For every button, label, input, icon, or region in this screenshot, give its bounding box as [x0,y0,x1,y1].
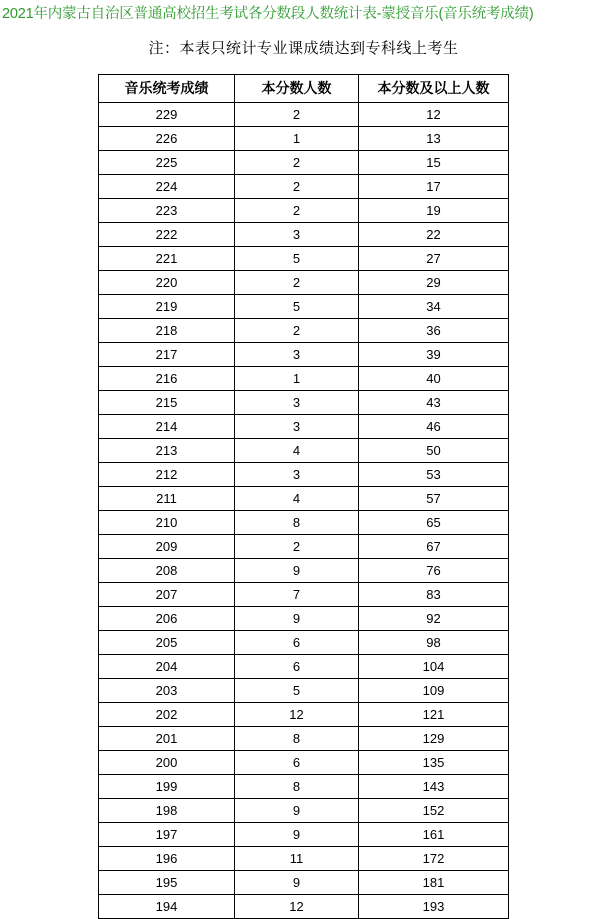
table-row [99,271,509,295]
cell-cumulative: 17 [359,175,509,199]
table-row [99,223,509,247]
cell-score: 219 [99,295,235,319]
cell-count: 3 [235,415,359,439]
cell-cumulative: 57 [359,487,509,511]
table-row [99,295,509,319]
cell-score: 218 [99,319,235,343]
table-row [99,655,509,679]
cell-count: 9 [235,559,359,583]
cell-score: 196 [99,847,235,871]
table-row [99,511,509,535]
cell-cumulative: 104 [359,655,509,679]
cell-score: 205 [99,631,235,655]
cell-score: 214 [99,415,235,439]
cell-score: 212 [99,463,235,487]
table-row [99,727,509,751]
cell-cumulative: 12 [359,103,509,127]
table-row [99,679,509,703]
cell-cumulative: 19 [359,199,509,223]
cell-cumulative: 121 [359,703,509,727]
cell-score: 211 [99,487,235,511]
column-header-score: 音乐统考成绩 [99,75,235,103]
cell-score: 207 [99,583,235,607]
table-row [99,151,509,175]
cell-cumulative: 152 [359,799,509,823]
cell-score: 224 [99,175,235,199]
cell-cumulative: 181 [359,871,509,895]
cell-count: 3 [235,343,359,367]
cell-cumulative: 92 [359,607,509,631]
cell-count: 12 [235,703,359,727]
cell-cumulative: 109 [359,679,509,703]
table-row [99,103,509,127]
cell-count: 2 [235,319,359,343]
cell-cumulative: 22 [359,223,509,247]
cell-score: 229 [99,103,235,127]
cell-cumulative: 135 [359,751,509,775]
cell-count: 6 [235,631,359,655]
cell-cumulative: 39 [359,343,509,367]
cell-cumulative: 27 [359,247,509,271]
cell-score: 220 [99,271,235,295]
cell-count: 1 [235,127,359,151]
cell-count: 1 [235,367,359,391]
cell-score: 208 [99,559,235,583]
table-row [99,463,509,487]
cell-cumulative: 129 [359,727,509,751]
cell-score: 209 [99,535,235,559]
cell-cumulative: 83 [359,583,509,607]
cell-score: 194 [99,895,235,919]
score-table-container [0,74,607,919]
table-row [99,751,509,775]
cell-count: 4 [235,439,359,463]
table-header [99,75,509,103]
document-note: 注：本表只统计专业课成绩达到专科线上考生 [148,40,459,58]
cell-score: 221 [99,247,235,271]
table-row [99,175,509,199]
cell-count: 3 [235,223,359,247]
cell-count: 12 [235,895,359,919]
cell-count: 3 [235,463,359,487]
cell-cumulative: 15 [359,151,509,175]
cell-count: 7 [235,583,359,607]
cell-score: 216 [99,367,235,391]
table-row [99,775,509,799]
cell-count: 8 [235,727,359,751]
cell-count: 11 [235,847,359,871]
table-row [99,319,509,343]
table-row [99,799,509,823]
cell-score: 199 [99,775,235,799]
cell-count: 9 [235,799,359,823]
cell-score: 202 [99,703,235,727]
cell-cumulative: 67 [359,535,509,559]
cell-score: 222 [99,223,235,247]
cell-cumulative: 172 [359,847,509,871]
cell-count: 2 [235,151,359,175]
cell-count: 9 [235,607,359,631]
score-statistics-table [98,74,509,919]
table-row [99,631,509,655]
table-row [99,703,509,727]
table-row [99,871,509,895]
cell-score: 215 [99,391,235,415]
cell-score: 201 [99,727,235,751]
page-title: 2021年内蒙古自治区普通高校招生考试各分数段人数统计表-蒙授音乐(音乐统考成绩) [2,6,534,22]
table-row [99,583,509,607]
cell-count: 9 [235,823,359,847]
cell-count: 8 [235,775,359,799]
cell-cumulative: 193 [359,895,509,919]
cell-score: 226 [99,127,235,151]
cell-cumulative: 50 [359,439,509,463]
cell-score: 206 [99,607,235,631]
table-row [99,367,509,391]
cell-count: 2 [235,271,359,295]
cell-score: 210 [99,511,235,535]
cell-score: 223 [99,199,235,223]
cell-score: 217 [99,343,235,367]
cell-score: 195 [99,871,235,895]
cell-count: 6 [235,655,359,679]
table-row [99,535,509,559]
cell-score: 213 [99,439,235,463]
cell-cumulative: 43 [359,391,509,415]
table-header-row [99,75,509,103]
table-row [99,607,509,631]
cell-cumulative: 29 [359,271,509,295]
cell-cumulative: 36 [359,319,509,343]
cell-score: 203 [99,679,235,703]
cell-cumulative: 161 [359,823,509,847]
cell-score: 197 [99,823,235,847]
table-row [99,439,509,463]
cell-count: 8 [235,511,359,535]
table-row [99,487,509,511]
cell-count: 3 [235,391,359,415]
table-row [99,199,509,223]
cell-count: 2 [235,199,359,223]
table-row [99,415,509,439]
cell-score: 204 [99,655,235,679]
cell-cumulative: 34 [359,295,509,319]
column-header-count: 本分数人数 [235,75,359,103]
cell-count: 9 [235,871,359,895]
cell-cumulative: 143 [359,775,509,799]
cell-score: 200 [99,751,235,775]
cell-count: 5 [235,679,359,703]
cell-count: 2 [235,103,359,127]
cell-cumulative: 65 [359,511,509,535]
table-row [99,391,509,415]
cell-count: 6 [235,751,359,775]
cell-count: 5 [235,295,359,319]
table-row [99,895,509,919]
cell-cumulative: 46 [359,415,509,439]
cell-cumulative: 40 [359,367,509,391]
table-row [99,559,509,583]
cell-cumulative: 53 [359,463,509,487]
cell-count: 2 [235,535,359,559]
table-row [99,247,509,271]
cell-score: 225 [99,151,235,175]
table-row [99,823,509,847]
table-row [99,847,509,871]
cell-count: 5 [235,247,359,271]
table-row [99,127,509,151]
cell-cumulative: 98 [359,631,509,655]
cell-count: 2 [235,175,359,199]
column-header-cumulative: 本分数及以上人数 [359,75,509,103]
cell-cumulative: 76 [359,559,509,583]
table-row [99,343,509,367]
cell-score: 198 [99,799,235,823]
cell-count: 4 [235,487,359,511]
cell-cumulative: 13 [359,127,509,151]
table-body [99,103,509,919]
